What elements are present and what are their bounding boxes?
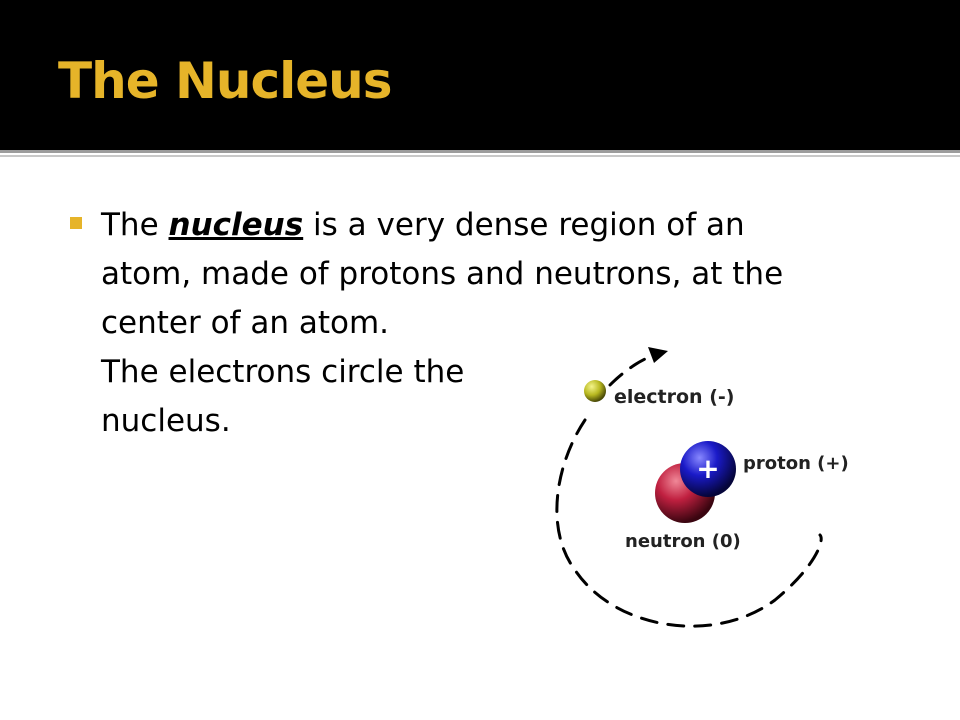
- title-bar: [0, 0, 960, 150]
- orbit-arrow-icon: [648, 347, 668, 363]
- bullet-line-4: The electrons circle the: [101, 354, 465, 390]
- bullet-square-icon: [70, 217, 82, 229]
- neutron-label: neutron (0): [625, 531, 741, 552]
- proton-label: proton (+): [743, 453, 849, 474]
- bullet-line-1-rest: is a very dense region of an: [303, 207, 745, 243]
- bullet-line-2: atom, made of protons and neutrons, at the: [101, 256, 784, 292]
- bullet-line-1: [101, 201, 891, 250]
- proton-sign: +: [696, 452, 720, 485]
- electron-label: electron (-): [614, 386, 735, 408]
- atom-diagram: [540, 345, 880, 645]
- slide-title: The Nucleus: [58, 52, 392, 110]
- bullet-line-5: nucleus.: [101, 403, 231, 439]
- title-divider: [0, 150, 960, 153]
- electron-particle: [584, 380, 606, 402]
- term-nucleus: nucleus: [168, 207, 304, 243]
- title-divider-secondary: [0, 155, 960, 157]
- bullet-line-3: center of an atom.: [101, 305, 389, 341]
- bullet-prefix: The: [101, 207, 169, 243]
